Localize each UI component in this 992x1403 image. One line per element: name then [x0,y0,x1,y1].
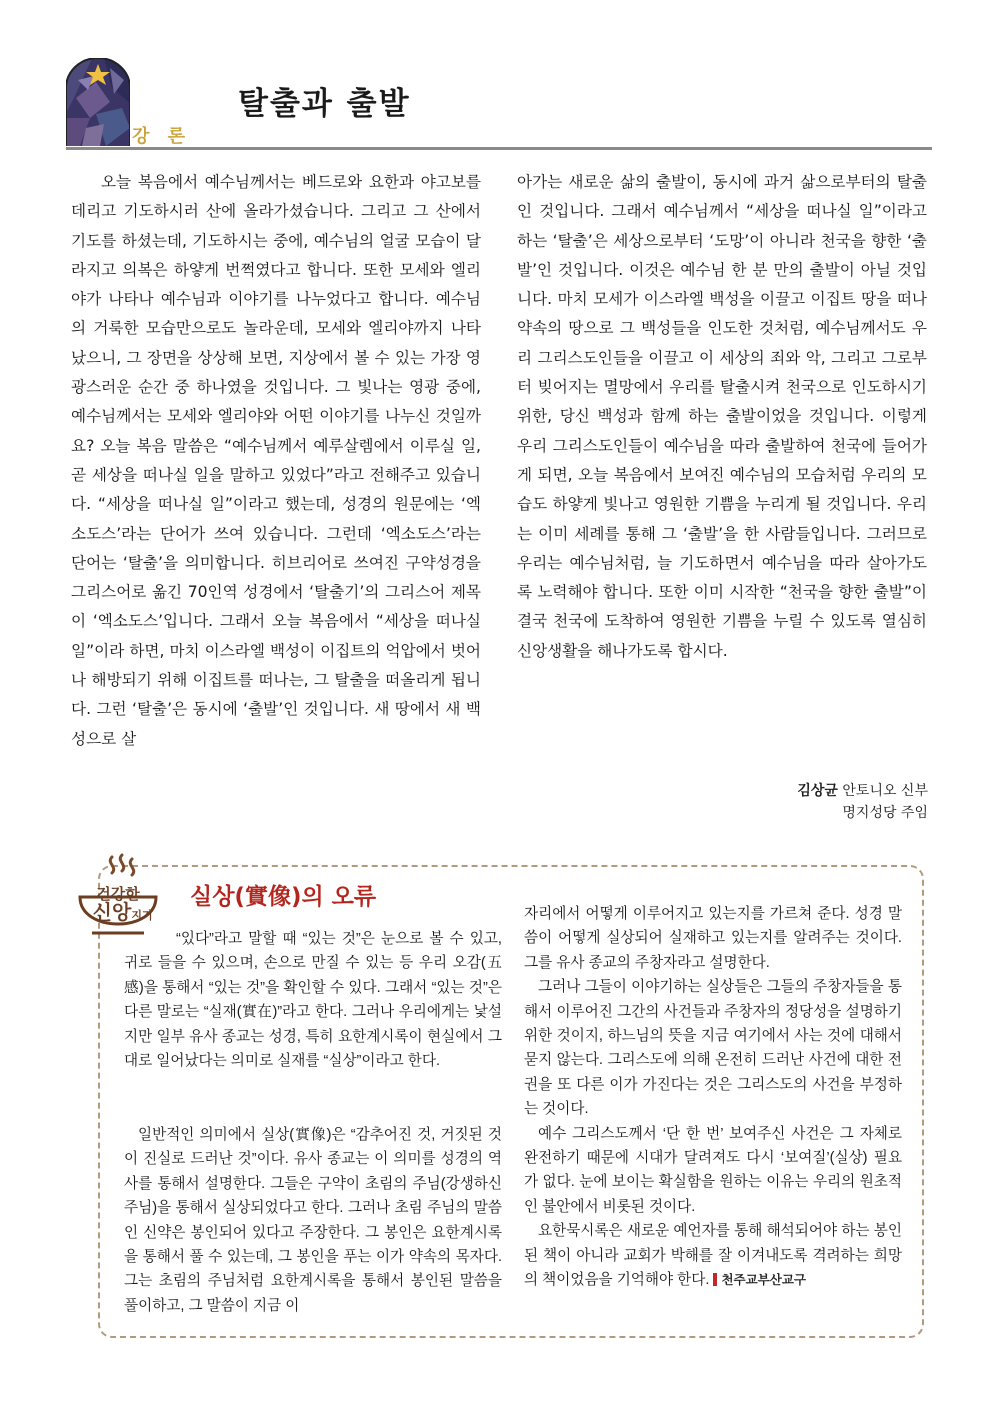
steam-icon [110,855,133,875]
author-title: 안토니오 신부 [842,783,928,799]
column-title: 실상(實像)의 오류 [190,884,377,910]
page-title: 탈출과 출발 [238,86,411,122]
logo-text-1: 건강한 [96,885,140,903]
section-label: 강 론 [132,126,192,147]
column-paragraph: 예수 그리스도께서 ‘단 한 번’ 보여주신 사건은 그 자체로 완전하기 때문에 시대가 달려져도 다시 ‘보여질’(실상) 필요가 없다. 눈에 보이는 확실함을 원하는 이유는 우리의 원초적인 불안에서 비롯된 것이다. [524,1125,902,1215]
column-paragraph: 일반적인 의미에서 실상(實像)은 “감추어진 것, 거짓된 것이 진실로 드러난 것”이다. 유사 종교는 이 의미를 성경의 역사를 통해서 설명한다. 그들은 구약이 초림의 주님(강생하신 주님)을 통해서 실상되었다고 한다. 그러나 초림 주님의 말씀인 신약은 봉인되어 있다고 주장한다. 그 봉인은 요한계시록을 통해서 풀 수 있는데, 그 봉인을 푸는 이가 약속의 목자다. 그는 초림의 주님처럼 요한계시록을 통해서 봉인된 말씀을 풀이하고, 그 말씀이 지금 이 [124,1127,502,1314]
column-paragraph: 그러나 그들이 이야기하는 실상들은 그들의 주창자들을 통해서 이루어진 그간의 사건들과 주창자의 정당성을 설명하기 위한 것이지, 하느님의 뜻을 지금 여기에서 사는 것에 대해서 묻지 않는다. 그리스도에 의해 온전히 드러난 사건에 대한 전권을 또 다른 이가 가진다는 것은 그리스도의 사건을 부정하는 것이다. [524,979,902,1118]
column-source [713,1273,806,1287]
author-line [620,780,928,802]
author-name: 김상균 [797,783,838,799]
author-block [620,780,928,824]
logo-text-3: 지기 [131,909,153,922]
header-divider [66,147,932,150]
column-paragraph-last [524,1219,902,1292]
author-parish: 명지성당 주임 [842,805,928,821]
column-left-body [124,1123,502,1318]
column-left-lead: “있다”라고 말할 때 “있는 것”은 눈으로 볼 수 있고, 귀로 들을 수 있으며, 손으로 만질 수 있는 등 우리 오감(五感)을 통해서 “있는 것”을 확인할 수 있다. 그래서 “있는 것”은 다른 말로는 “실재(實在)”라고 한다. 그러나 우리에게는 낯설지만 일부 유사 종교는 성경, 특히 요한계시록이 현실에서 그대로 일어났다는 의미로 실재를 “실상”이라고 한다. [124,931,502,1070]
column-source-text: 천주교부산교구 [721,1273,806,1288]
column-paragraph-text: 요한묵시록은 새로운 예언자를 통해 해석되어야 하는 봉인된 책이 아니라 교회가 박해를 잘 이겨내도록 격려하는 희망의 책이었음을 기억해야 한다. [524,1223,902,1289]
sermon-column-left [71,168,481,754]
source-bar-icon [713,1273,717,1286]
sermon-text-left: 오늘 복음에서 예수님께서는 베드로와 요한과 야고보를 데리고 기도하시러 산에 올라가셨습니다. 그리고 그 산에서 기도를 하셨는데, 기도하시는 중에, 예수님의 얼굴 모습이 달라지고 의복은 하얗게 번쩍였다고 합니다. 또한 모세와 엘리야가 나타나 예수님과 이야기를 나누었다고 합니다. 예수님의 거룩한 모습만으로도 놀라운데, 모세와 엘리야까지 나타났으니, 그 장면을 상상해 보면, 지상에서 볼 수 있는 가장 영광스러운 순간 중 하나였을 것입니다. 그 빛나는 영광 중에, 예수님께서는 모세와 엘리야와 어떤 이야기를 나누신 것일까요? 오늘 복음 말씀은 “예수님께서 예루살렘에서 이루실 일, 곧 세상을 떠나실 일을 말하고 있었다”라고 전해주고 있습니다. “세상을 떠나실 일”이라고 했는데, 성경의 원문에는 ‘엑소도스’라는 단어가 쓰여 있습니다. 그런데 ‘엑소도스’라는 단어는 ‘탈출’을 의미합니다. 히브리어로 쓰여진 구약성경을 그리스어로 옮긴 70인역 성경에서 ‘탈출기’의 그리스어 제목이 ‘엑소도스’입니다. 그래서 오늘 복음에서 “세상을 떠나실 일”이라 하면, 마치 이스라엘 백성이 이집트의 억압에서 벗어나 해방되기 위해 이집트를 떠나는, 그 탈출을 떠올리게 됩니다. 그런 ‘탈출’은 동시에 ‘출발’인 것입니다. 새 땅에서 새 백성으로 살 [71,173,481,748]
column-paragraph: 자리에서 어떻게 이루어지고 있는지를 가르쳐 준다. 성경 말씀이 어떻게 실상되어 실재하고 있는지를 알려주는 것이다. 그를 유사 종교의 주창자라고 설명한다. [524,906,902,971]
logo-text-2: 신앙 [92,900,132,924]
stained-glass-emblem [66,58,130,146]
column-right [524,902,902,1293]
sermon-column-right: 아가는 새로운 삶의 출발이, 동시에 과거 삶으로부터의 탈출인 것입니다. 그래서 예수님께서 “세상을 떠나실 일”이라고 하는 ‘탈출’은 세상으로부터 ‘도망’이 아니라 천국을 향한 ‘출발’인 것입니다. 이것은 예수님 한 분 만의 출발이 아닐 것입니다. 마치 모세가 이스라엘 백성을 이끌고 이집트 땅을 떠나 약속의 땅으로 그 백성들을 인도한 것처럼, 예수님께서도 우리 그리스도인들을 이끌고 이 세상의 죄와 악, 그리고 그로부터 빚어지는 멸망에서 우리를 탈출시켜 천국으로 인도하시기 위한, 당신 백성과 함께 하는 출발이었을 것입니다. 이렇게 우리 그리스도인들이 예수님을 따라 출발하여 천국에 들어가게 되면, 오늘 복음에서 보여진 예수님의 모습처럼 우리의 모습도 하얗게 빛나고 영원한 기쁨을 누리게 될 것입니다. 우리는 이미 세례를 통해 그 ‘출발’을 한 사람들입니다. 그러므로 우리는 예수님처럼, 늘 기도하면서 예수님을 따라 살아가도록 노력해야 합니다. 또한 이미 시작한 “천국을 향한 출발”이 결국 천국에 도착하여 영원한 기쁨을 누릴 수 있도록 열심히 신앙생활을 해나가도록 합시다. [517,173,927,660]
